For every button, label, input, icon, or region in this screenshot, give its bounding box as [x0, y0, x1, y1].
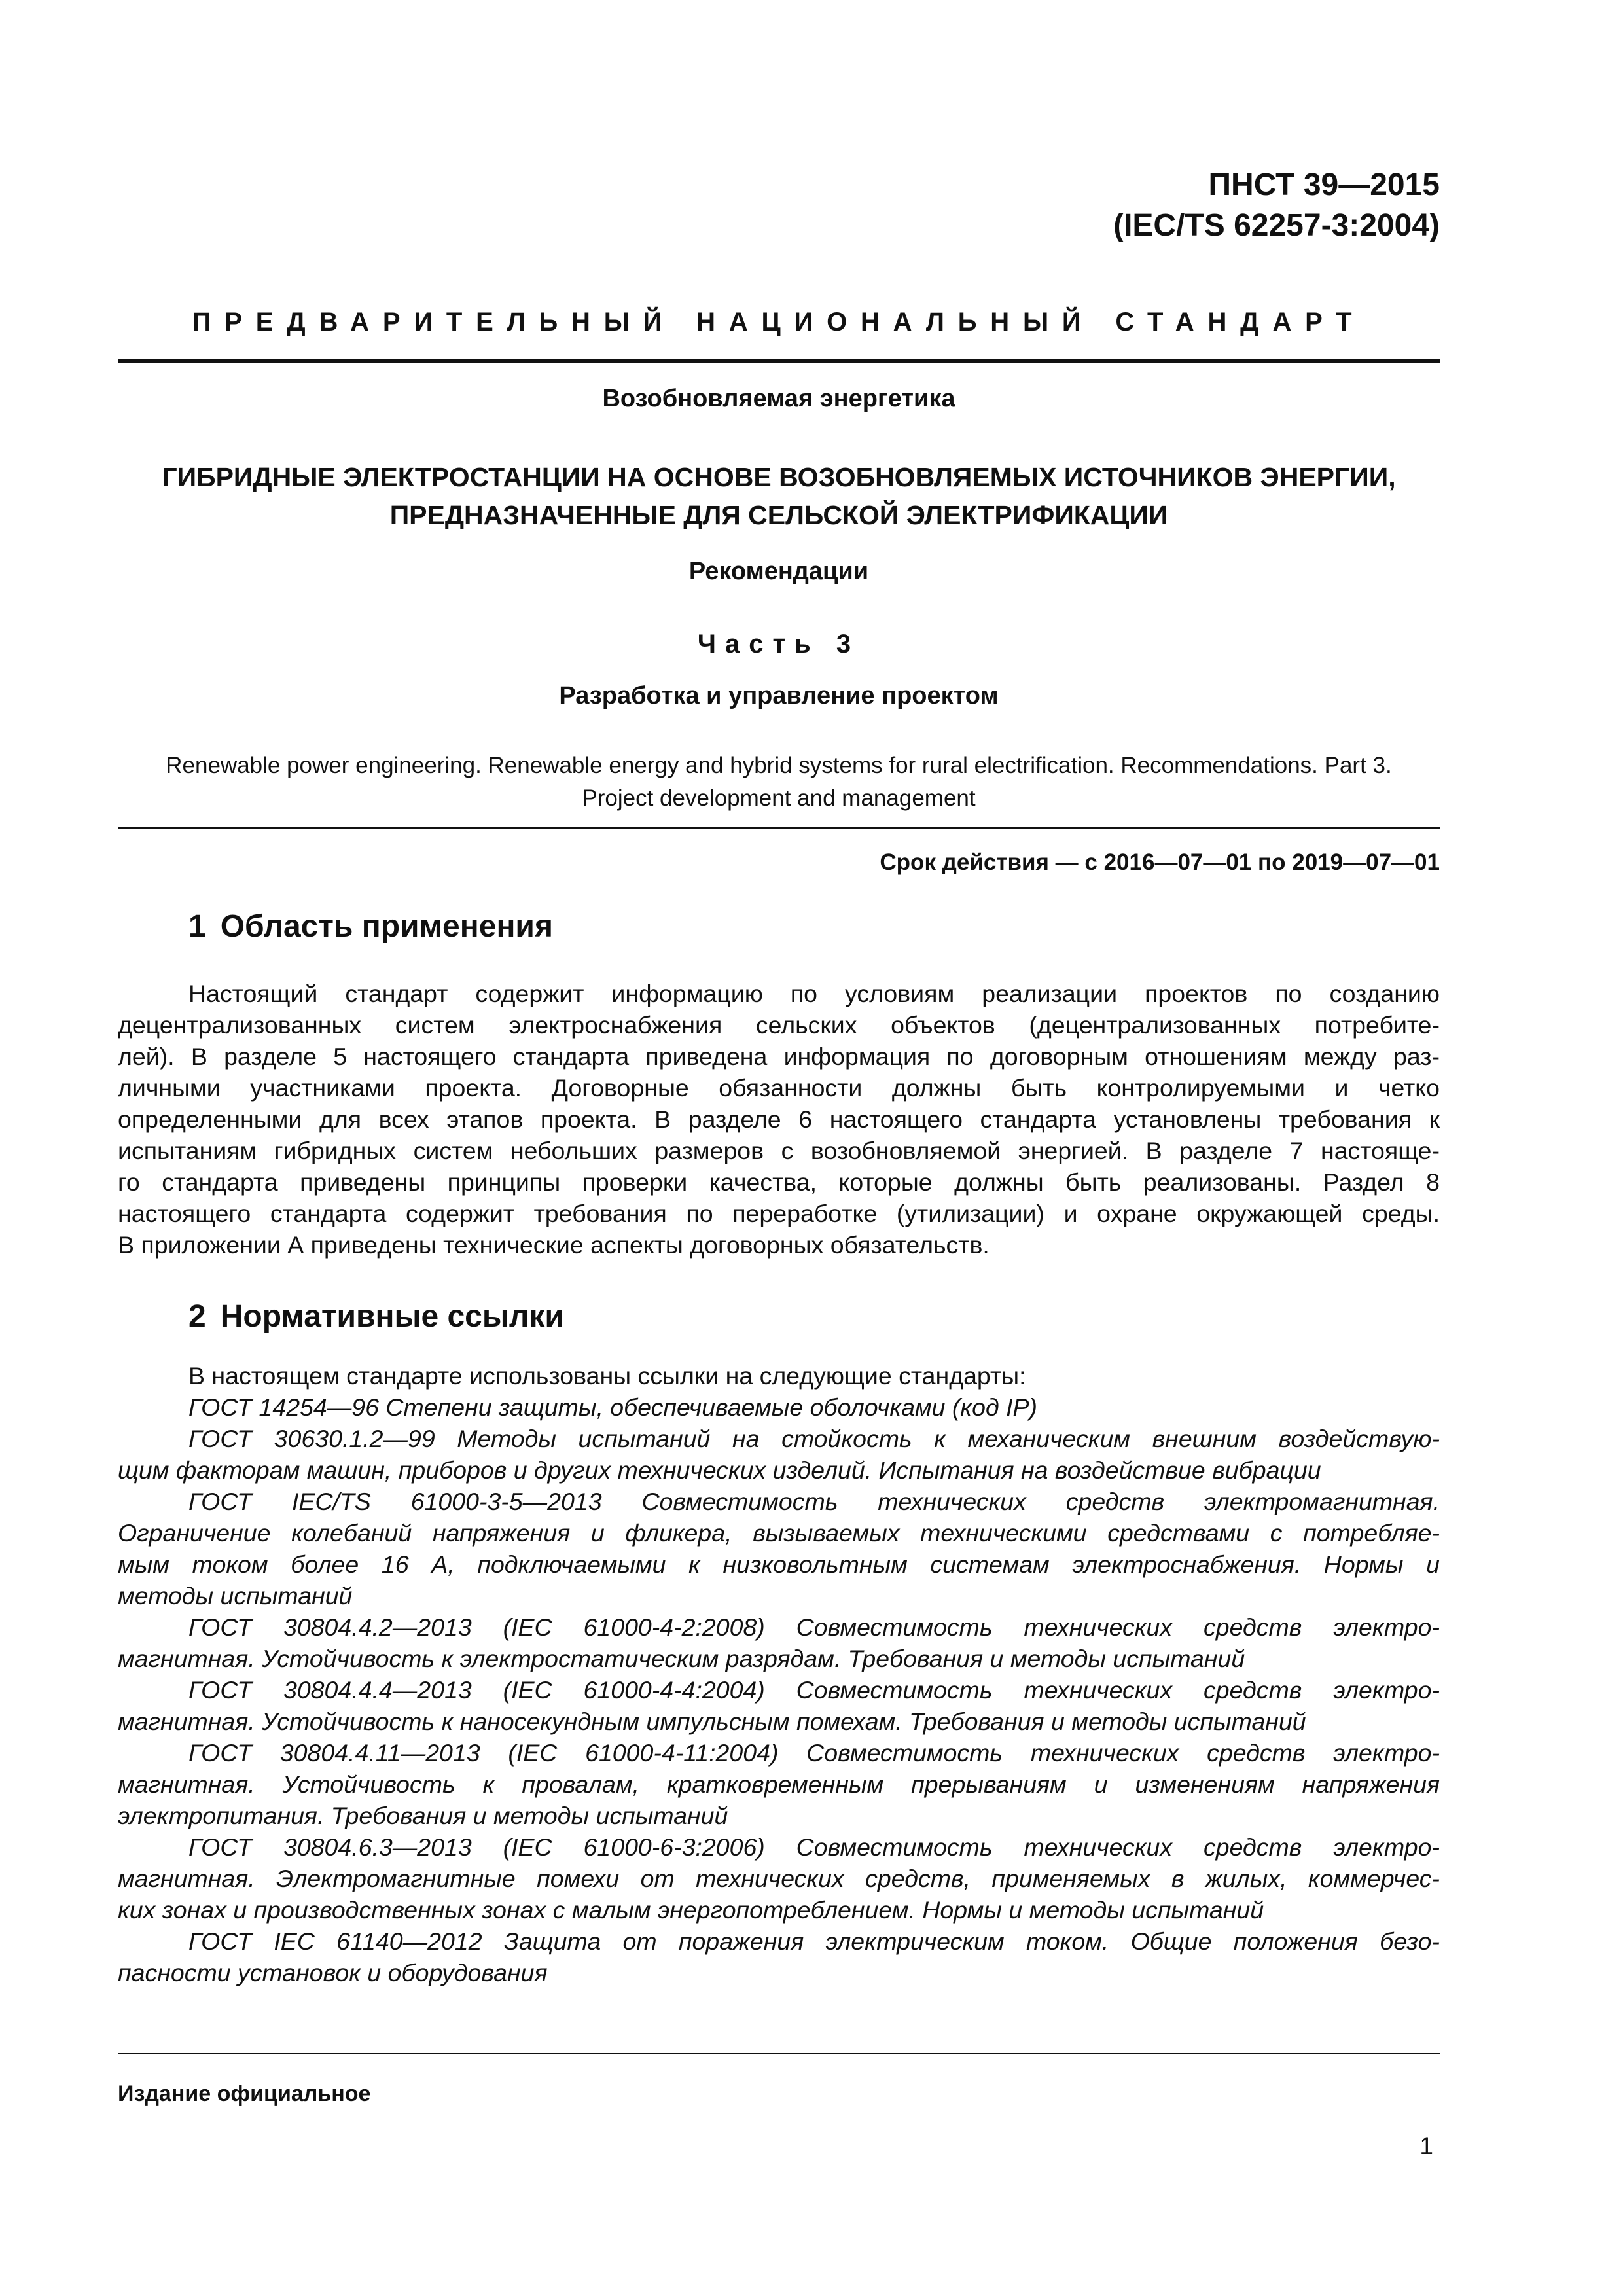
- reference-item: [118, 1831, 1440, 1926]
- document-type: ПРЕДВАРИТЕЛЬНЫЙ НАЦИОНАЛЬНЫЙ СТАНДАРТ: [192, 308, 1366, 336]
- section-title: Область применения: [220, 909, 553, 944]
- title-line: ПРЕДНАЗНАЧЕННЫЕ ДЛЯ СЕЛЬСКОЙ ЭЛЕКТРИФИКАЦИИ: [389, 500, 1168, 530]
- reference-line: ких зонах и производственных зонах с малым энергопотреблением. Нормы и методы испытаний: [118, 1896, 1264, 1924]
- paragraph-line: лей). В разделе 5 настоящего стандарта приведена информация по договорным отношениям между раз-: [118, 1043, 1440, 1070]
- section-heading-scope: [188, 908, 553, 944]
- reference-item: [118, 1926, 1440, 1988]
- edition-label: Издание официальное: [118, 2081, 371, 2106]
- references-intro: В настоящем стандарте использованы ссылки на следующие стандарты:: [188, 1362, 1026, 1390]
- document-kind: Рекомендации: [688, 558, 869, 585]
- reference-line: ГОСТ 30630.1.2—99 Методы испытаний на стойкость к механическим внешним воздействую-: [188, 1425, 1440, 1452]
- iec-number: (IEC/TS 62257-3:2004): [1113, 208, 1440, 243]
- reference-line: ГОСТ 30804.4.11—2013 (IEC 61000-4-11:2004) Совместимость технических средств электро-: [188, 1739, 1440, 1767]
- reference-line: щим факторам машин, приборов и других технических изделий. Испытания на воздействие вибрации: [118, 1456, 1321, 1484]
- normative-references: [118, 1360, 1440, 1988]
- reference-item: [118, 1486, 1440, 1611]
- reference-line: магнитная. Устойчивость к наносекундным импульсным помехам. Требования и методы испытаний: [118, 1708, 1306, 1735]
- document-identifier: [1113, 165, 1440, 246]
- title-line: ГИБРИДНЫЕ ЭЛЕКТРОСТАНЦИИ НА ОСНОВЕ ВОЗОБНОВЛЯЕМЫХ ИСТОЧНИКОВ ЭНЕРГИИ,: [162, 462, 1396, 492]
- section-number: 2: [188, 1299, 206, 1334]
- english-title: [118, 749, 1440, 815]
- section-heading-references: [188, 1299, 564, 1335]
- section-title: Нормативные ссылки: [220, 1299, 564, 1334]
- reference-line: ГОСТ 30804.4.2—2013 (IEC 61000-4-2:2008) Совместимость технических средств электро-: [188, 1613, 1440, 1641]
- reference-line: мым током более 16 А, подключаемыми к низковольтным системам электроснабжения. Нормы и: [118, 1551, 1440, 1578]
- reference-line: пасности установок и оборудования: [118, 1959, 548, 1986]
- paragraph-line: настоящего стандарта содержит требования по переработке (утилизации) и охране окружающей среды.: [118, 1200, 1440, 1227]
- paragraph-line: Настоящий стандарт содержит информацию по условиям реализации проектов по созданию: [188, 980, 1440, 1007]
- reference-line: методы испытаний: [118, 1582, 353, 1609]
- reference-line: ГОСТ 14254—96 Степени защиты, обеспечиваемые оболочками (код IP): [188, 1393, 1038, 1421]
- reference-line: магнитная. Электромагнитные помехи от технических средств, применяемых в жилых, коммерчес-: [118, 1865, 1440, 1892]
- divider-footer: [118, 2053, 1440, 2054]
- reference-line: магнитная. Устойчивость к провалам, кратковременным прерываниям и изменениям напряжения: [118, 1770, 1440, 1798]
- reference-item: [118, 1674, 1440, 1737]
- doc-number: ПНСТ 39—2015: [1208, 168, 1440, 202]
- reference-line: Ограничение колебаний напряжения и фликера, вызываемых техническими средствами с потребляе-: [118, 1519, 1440, 1547]
- reference-item: [118, 1611, 1440, 1674]
- part-title: Разработка и управление проектом: [559, 682, 999, 709]
- paragraph-line: го стандарта приведены принципы проверки качества, которые должны быть реализованы. Раздел 8: [118, 1168, 1440, 1196]
- reference-line: ГОСТ 30804.6.3—2013 (IEC 61000-6-3:2006) Совместимость технических средств электро-: [188, 1833, 1440, 1861]
- divider-top: [118, 359, 1440, 363]
- reference-line: магнитная. Устойчивость к электростатическим разрядам. Требования и методы испытаний: [118, 1645, 1245, 1672]
- subject-heading: Возобновляемая энергетика: [602, 385, 955, 412]
- validity-period: Срок действия — с 2016—07—01 по 2019—07—01: [880, 850, 1440, 875]
- document-page: [118, 0, 1440, 2296]
- document-title: [118, 458, 1440, 534]
- english-title-line: Renewable power engineering. Renewable energy and hybrid systems for rural electrification. Recommendations. Part 3.: [166, 753, 1392, 778]
- reference-line: ГОСТ 30804.4.4—2013 (IEC 61000-4-4:2004) Совместимость технических средств электро-: [188, 1676, 1440, 1704]
- paragraph-line: испытаниям гибридных систем небольших размеров с возобновляемой энергией. В разделе 7 настояще-: [118, 1137, 1440, 1164]
- english-title-line: Project development and management: [582, 785, 976, 811]
- reference-item: [118, 1423, 1440, 1486]
- part-label: Часть 3: [697, 630, 861, 658]
- divider-title: [118, 827, 1440, 829]
- page-number: 1: [1419, 2132, 1433, 2159]
- reference-line: электропитания. Требования и методы испытаний: [118, 1802, 728, 1829]
- paragraph-line: определенными для всех этапов проекта. В разделе 6 настоящего стандарта установлены требования к: [118, 1105, 1440, 1133]
- scope-paragraph: [118, 978, 1440, 1261]
- reference-item: [118, 1391, 1440, 1423]
- section-number: 1: [188, 909, 206, 944]
- reference-line: ГОСТ IEC 61140—2012 Защита от поражения электрическим током. Общие положения безо-: [188, 1928, 1440, 1955]
- paragraph-line: децентрализованных систем электроснабжения сельских объектов (децентрализованных потребите-: [118, 1011, 1440, 1039]
- reference-item: [118, 1737, 1440, 1831]
- paragraph-line: личными участниками проекта. Договорные обязанности должны быть контролируемыми и четко: [118, 1074, 1440, 1102]
- paragraph-line: В приложении А приведены технические аспекты договорных обязательств.: [118, 1231, 990, 1259]
- reference-line: ГОСТ IEC/TS 61000-3-5—2013 Совместимость технических средств электромагнитная.: [188, 1488, 1440, 1515]
